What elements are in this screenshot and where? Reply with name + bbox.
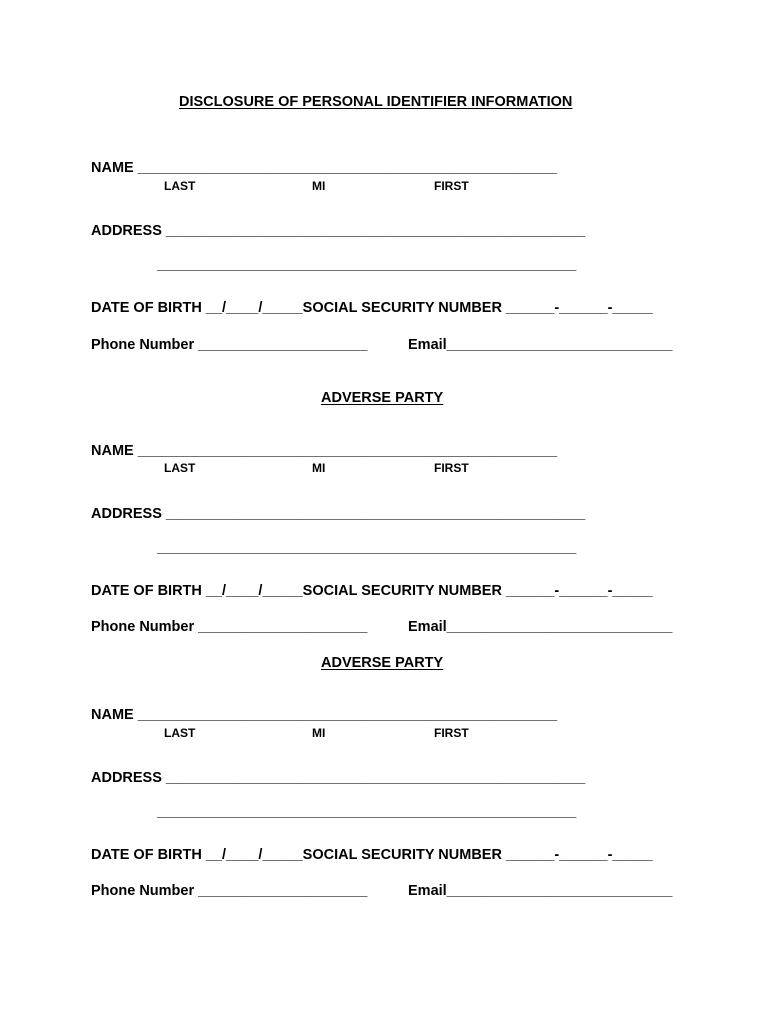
name-sub-last: LAST (164, 726, 196, 740)
address-field[interactable]: ADDRESS ____________________________________________________ (91, 223, 586, 239)
email-field[interactable]: Email____________________________ (408, 337, 673, 353)
phone-field[interactable]: Phone Number _____________________ (91, 619, 368, 635)
address-field-line2[interactable]: ____________________________________________________ (157, 804, 577, 820)
name-sub-mi: MI (312, 179, 326, 193)
name-sub-first: FIRST (434, 461, 469, 475)
name-sub-mi: MI (312, 461, 326, 475)
dob-ssn-field[interactable]: DATE OF BIRTH __/____/_____SOCIAL SECURITY NUMBER ______-______-_____ (91, 847, 653, 863)
name-sub-last: LAST (164, 461, 196, 475)
name-sub-first: FIRST (434, 179, 469, 193)
adverse-party-heading: ADVERSE PARTY (321, 655, 444, 671)
name-sub-last: LAST (164, 179, 196, 193)
name-sub-first: FIRST (434, 726, 469, 740)
phone-field[interactable]: Phone Number _____________________ (91, 883, 368, 899)
dob-ssn-field[interactable]: DATE OF BIRTH __/____/_____SOCIAL SECURITY NUMBER ______-______-_____ (91, 300, 653, 316)
address-field-line2[interactable]: ____________________________________________________ (157, 540, 577, 556)
name-sub-mi: MI (312, 726, 326, 740)
form-title: DISCLOSURE OF PERSONAL IDENTIFIER INFORMATION (179, 94, 573, 110)
dob-ssn-field[interactable]: DATE OF BIRTH __/____/_____SOCIAL SECURITY NUMBER ______-______-_____ (91, 583, 653, 599)
name-field[interactable]: NAME ____________________________________________________ (91, 443, 558, 459)
name-field[interactable]: NAME ____________________________________________________ (91, 707, 558, 723)
address-field[interactable]: ADDRESS ____________________________________________________ (91, 506, 586, 522)
email-field[interactable]: Email____________________________ (408, 883, 673, 899)
name-field[interactable]: NAME ____________________________________________________ (91, 160, 558, 176)
address-field[interactable]: ADDRESS ____________________________________________________ (91, 770, 586, 786)
adverse-party-heading: ADVERSE PARTY (321, 390, 444, 406)
phone-field[interactable]: Phone Number _____________________ (91, 337, 368, 353)
email-field[interactable]: Email____________________________ (408, 619, 673, 635)
address-field-line2[interactable]: ____________________________________________________ (157, 257, 577, 273)
